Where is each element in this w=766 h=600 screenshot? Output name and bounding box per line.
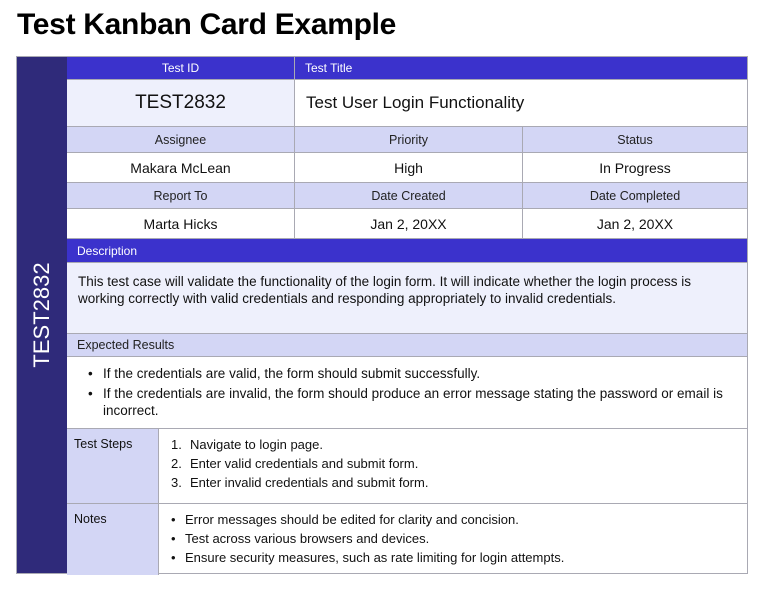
kanban-card	[16, 56, 748, 574]
report-to-value: Marta Hicks	[67, 209, 295, 238]
date-completed-value: Jan 2, 20XX	[523, 209, 747, 238]
list-item	[171, 454, 737, 473]
step-text: Enter valid credentials and submit form.	[190, 456, 419, 471]
test-steps-header: Test Steps	[67, 429, 159, 503]
assignee-value: Makara McLean	[67, 153, 295, 182]
date-created-header: Date Created	[295, 183, 523, 208]
expected-results-body-row	[67, 357, 747, 429]
step-number: 2.	[171, 456, 182, 471]
test-id-header: Test ID	[67, 57, 295, 79]
step-text: Enter invalid credentials and submit form.	[190, 475, 429, 490]
expected-results-list	[67, 357, 747, 428]
side-test-id-label: TEST2832	[29, 262, 54, 368]
id-title-value-row	[67, 80, 747, 127]
list-item: • Test across various browsers and devices.	[170, 529, 737, 548]
card-content	[67, 57, 747, 573]
expected-results-header-row	[67, 334, 747, 357]
page-title: Test Kanban Card Example	[17, 8, 397, 41]
expected-results-header: Expected Results	[67, 334, 747, 356]
test-title-header: Test Title	[295, 57, 747, 79]
notes-list	[159, 504, 747, 575]
status-value: In Progress	[523, 153, 747, 182]
date-completed-header: Date Completed	[523, 183, 747, 208]
notes-row	[67, 504, 747, 575]
id-title-header-row	[67, 57, 747, 80]
priority-value: High	[295, 153, 523, 182]
notes-header: Notes	[67, 504, 159, 575]
description-header: Description	[67, 239, 747, 262]
list-item	[171, 435, 737, 454]
list-item: • Ensure security measures, such as rate limiting for login attempts.	[170, 548, 737, 567]
status-header: Status	[523, 127, 747, 152]
report-to-header: Report To	[67, 183, 295, 208]
list-item: • Error messages should be edited for clarity and concision.	[170, 510, 737, 529]
step-text: Navigate to login page.	[190, 437, 323, 452]
assignee-header-row	[67, 127, 747, 153]
description-body-row	[67, 263, 747, 334]
test-title-value: Test User Login Functionality	[306, 93, 525, 112]
report-header-row	[67, 183, 747, 209]
step-number: 3.	[171, 475, 182, 490]
test-steps-list	[159, 429, 747, 503]
step-number: 1.	[171, 437, 182, 452]
list-item: • If the credentials are valid, the form should submit successfully.	[103, 365, 737, 382]
card-side-strip	[17, 57, 67, 573]
date-created-value: Jan 2, 20XX	[295, 209, 523, 238]
test-id-value: TEST2832	[67, 80, 295, 126]
description-header-row	[67, 239, 747, 263]
list-item: • If the credentials are invalid, the form should produce an error message stating the password or email is incorrect.	[103, 385, 737, 419]
description-text: This test case will validate the functionality of the login form. It will indicate whether the login process is working correctly with valid credentials and responding appropriately to invalid credentials.	[67, 263, 747, 333]
list-item	[171, 473, 737, 492]
assignee-value-row	[67, 153, 747, 183]
test-steps-row	[67, 429, 747, 504]
report-value-row	[67, 209, 747, 239]
assignee-header: Assignee	[67, 127, 295, 152]
priority-header: Priority	[295, 127, 523, 152]
